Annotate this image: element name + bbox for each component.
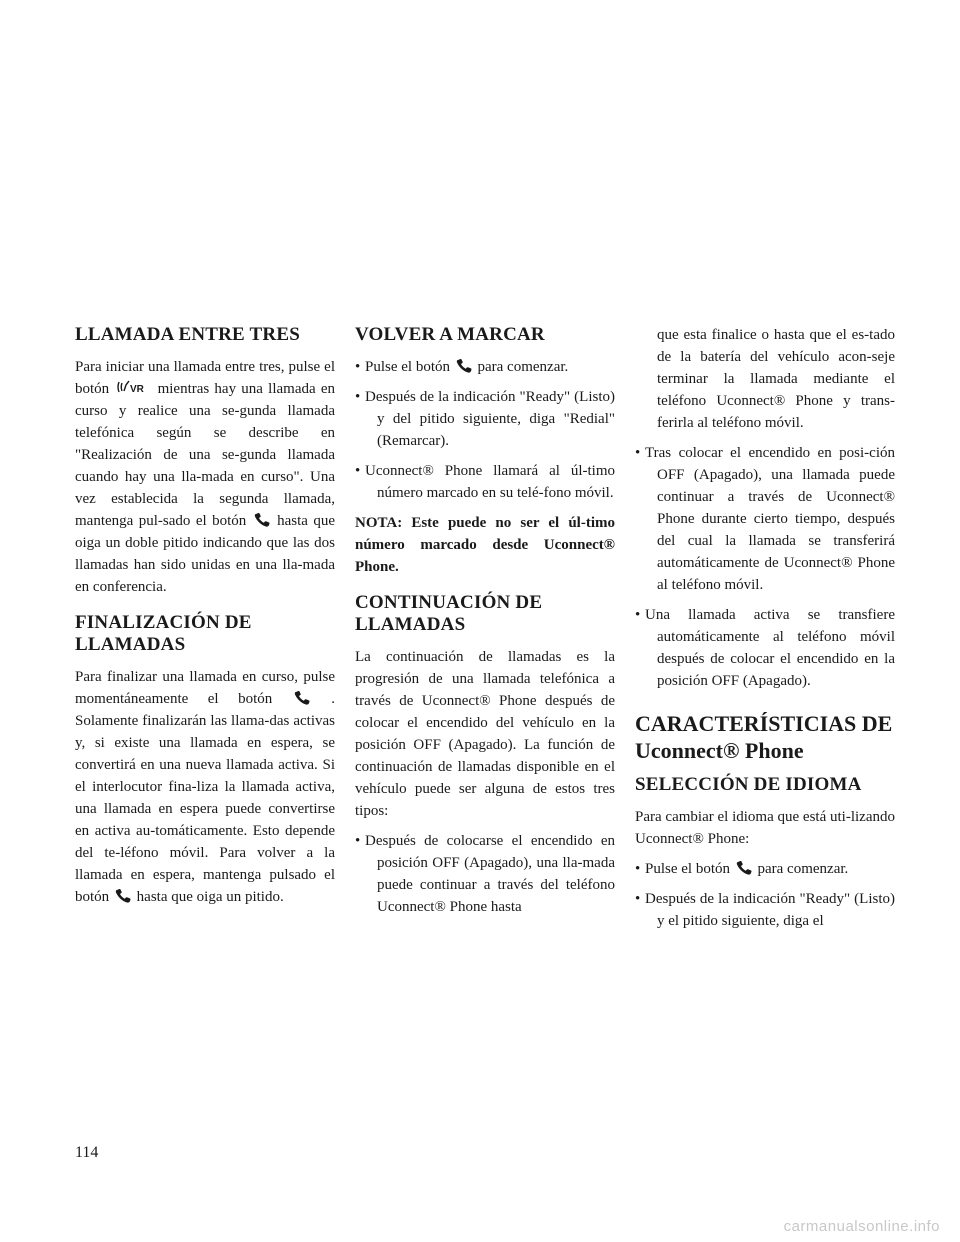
language-selection-paragraph: Para cambiar el idioma que está uti-lizando Uconnect® Phone: — [635, 809, 895, 847]
voice-recognition-icon — [116, 379, 150, 395]
list-item: • Una llamada activa se transfiere automáticamente al teléfono móvil después de colocar el encendido en la posición OFF (Apagado). — [635, 604, 895, 692]
call-continuation-paragraph: La continuación de llamadas es la progresión de una llamada telefónica a través de Uconnect® Phone después de colocar el encendido del vehículo en la posición OFF (Apagado). La función de continuación de llamadas disponible en el vehículo puede ser alguna de estos tres tipos: — [355, 649, 615, 819]
phone-icon — [456, 359, 472, 373]
language-steps-list — [635, 858, 895, 932]
note-paragraph: NOTA: Este puede no ser el úl-timo número marcado desde Uconnect® Phone. — [355, 515, 615, 575]
section-title-language-selection: SELECCIÓN DE IDIOMA — [635, 774, 862, 795]
column-right — [635, 324, 895, 940]
list-item-continued: que esta finalice o hasta que el es-tado de la batería del vehículo acon-seje terminar la llamada mediante el teléfono Uconnect® Phone y trans-ferirla al teléfono móvil. — [657, 327, 895, 431]
phone-icon — [115, 889, 131, 903]
list-item: • Tras colocar el encendido en posi-ción OFF (Apagado), una llamada puede continuar a través de Uconnect® Phone durante cierto tiempo, después del cual la llamada se transferirá automáticamente de Uconnect® Phone al teléfono móvil. — [635, 442, 895, 596]
column-middle — [355, 324, 615, 926]
section-title-call-termination: FINALIZACIÓN DE LLAMADAS — [75, 612, 252, 655]
svg-text:VR: VR — [130, 384, 145, 395]
section-title-three-way-call: LLAMADA ENTRE TRES — [75, 324, 300, 345]
phone-icon — [294, 691, 310, 705]
phone-icon — [254, 513, 270, 527]
phone-icon — [736, 861, 752, 875]
call-continuation-list — [355, 830, 615, 918]
section-title-redial: VOLVER A MARCAR — [355, 324, 545, 345]
redial-steps-list — [355, 356, 615, 504]
page-number: 114 — [75, 1144, 99, 1161]
column-left — [75, 324, 335, 916]
list-item: • Después de la indicación "Ready" (Listo) y del pitido siguiente, diga "Redial" (Remarcar). — [355, 386, 615, 452]
watermark: carmanualsonline.info — [783, 1218, 940, 1235]
call-continuation-list-cont — [635, 324, 895, 692]
three-way-call-paragraph: Para iniciar una llamada entre tres, pulse el botón VR mientras hay una llamada en curso y realice una se-gunda llamada telefónica según se describe en "Realización de una se-gunda llamada cuando hay una lla-mada en curso". Una vez establecida la segunda llamada, mantenga pul-sado el botón hasta que oiga un doble pitido indicando que las dos llamadas han sido unidas en una lla-mada en conferencia. — [75, 359, 336, 595]
call-termination-paragraph: Para finalizar una llamada en curso, pulse momentáneamente el botón . Solamente finalizarán las llama-das activas y, si existe una llamada en espera, se convertirá en una nueva llamada activa. Si el interlocutor fina-liza la llamada activa, una llamada en espera puede convertirse en activa au-tomáticamente. Esto depende del te-léfono móvil. Para volver a la llamada en espera, mantenga pulsado el botón hasta que oiga un pitido. — [75, 669, 336, 905]
chapter-title-features: CARACTERÍSTICIAS DE Uconnect® Phone — [635, 711, 893, 763]
list-item: • Después de colocarse el encendido en posición OFF (Apagado), una lla-mada puede continuar a través del teléfono Uconnect® Phone hasta — [355, 830, 615, 918]
list-item: • Pulse el botón para comenzar. — [355, 356, 615, 378]
section-title-call-continuation: CONTINUACIÓN DE LLAMADAS — [355, 592, 543, 635]
list-item: • Después de la indicación "Ready" (Listo) y el pitido siguiente, diga el — [635, 888, 895, 932]
list-item: • Pulse el botón para comenzar. — [635, 858, 895, 880]
list-item: • Uconnect® Phone llamará al úl-timo número marcado en su telé-fono móvil. — [355, 460, 615, 504]
